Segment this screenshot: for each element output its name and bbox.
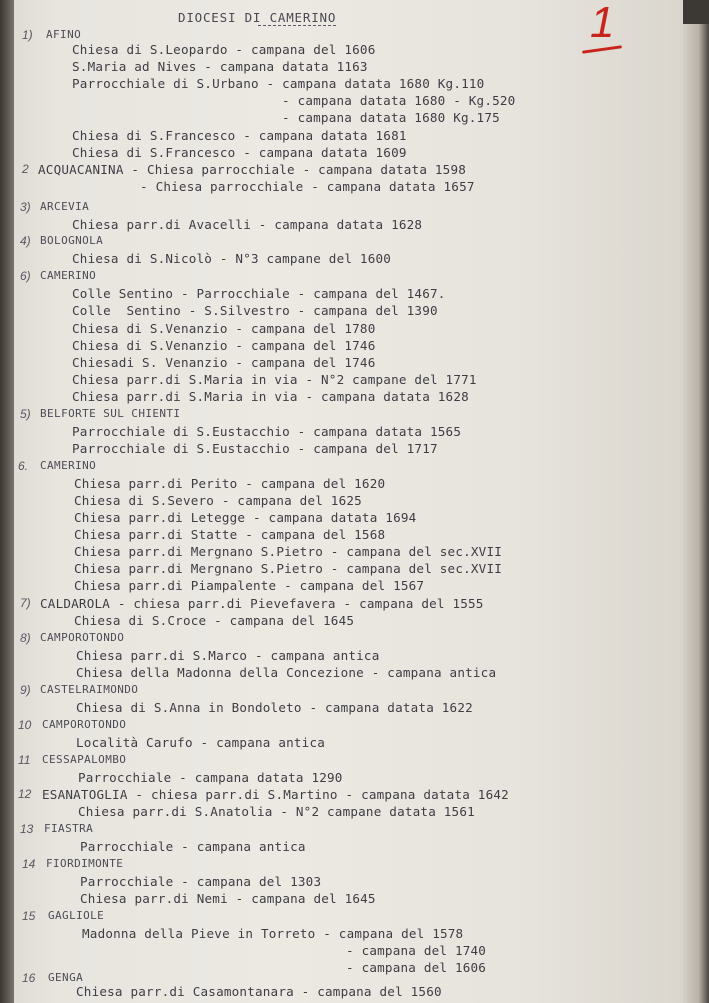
handwritten-section-number: 9) — [20, 683, 31, 697]
entry-line: Chiesa parr.di Perito - campana del 1620 — [74, 476, 386, 491]
background-corner — [683, 0, 709, 24]
handwritten-section-number: 3) — [20, 200, 31, 214]
entry-line: Chiesa parr.di S.Maria in via - N°2 campane del 1771 — [72, 372, 477, 387]
entry-line: Parrocchiale di S.Eustacchio - campana del 1717 — [72, 441, 438, 456]
entry-line: Colle Sentino - Parrocchiale - campana del 1467. — [72, 286, 446, 301]
entry-line: Chiesa parr.di Letegge - campana datata 1694 — [74, 510, 417, 525]
handwritten-section-number: 15 — [22, 909, 36, 923]
entry-line: Chiesa di S.Croce - campana del 1645 — [74, 613, 355, 628]
handwritten-section-number: 16 — [22, 971, 36, 985]
entry-line: Parrocchiale - campana antica — [80, 839, 306, 854]
entry-line: Chiesa parr.di S.Maria in via - campana datata 1628 — [72, 389, 469, 404]
handwritten-section-number: 1) — [22, 28, 33, 42]
entry-line: Chiesa parr.di Mergnano S.Pietro - campana del sec.XVII — [74, 561, 503, 576]
entry-line: Parrocchiale - campana del 1303 — [80, 874, 322, 889]
entry-line: CALDAROLA - chiesa parr.di Pievefavera - campana del 1555 — [40, 596, 484, 611]
entry-line: Parrocchiale di S.Eustacchio - campana datata 1565 — [72, 424, 462, 439]
section-heading: FIORDIMONTE — [46, 857, 124, 870]
section-heading: CASTELRAIMONDO — [40, 683, 139, 696]
entry-line: - Chiesa parrocchiale - campana datata 1657 — [140, 179, 475, 194]
entry-line: - campana del 1740 — [346, 943, 487, 958]
entry-line: Parrocchiale - campana datata 1290 — [78, 770, 343, 785]
entry-line: Chiesa di S.Venanzio - campana del 1746 — [72, 338, 376, 353]
section-heading: CAMERINO — [40, 269, 97, 282]
entry-line: Parrocchiale di S.Urbano - campana datata 1680 Kg.110 — [72, 76, 485, 91]
document-title: DIOCESI DI CAMERINO — [178, 10, 337, 25]
entry-line: Chiesa parr.di Piampalente - campana del 1567 — [74, 578, 425, 593]
dark-left-edge — [0, 0, 14, 1003]
section-heading: BELFORTE SUL CHIENTI — [40, 407, 181, 420]
handwritten-section-number: 5) — [20, 407, 31, 421]
paper-right-edge — [683, 0, 709, 1003]
entry-line: - campana datata 1680 Kg.175 — [282, 110, 500, 125]
handwritten-section-number: 7) — [20, 596, 31, 610]
handwritten-section-number: 8) — [20, 631, 31, 645]
section-heading: CESSAPALOMBO — [42, 753, 127, 766]
entry-line: Chiesa parr.di S.Marco - campana antica — [76, 648, 380, 663]
section-heading: BOLOGNOLA — [40, 234, 104, 247]
handwritten-section-number: 10 — [18, 718, 32, 732]
handwritten-section-number: 13 — [20, 822, 34, 836]
entry-line: Chiesa parr.di Nemi - campana del 1645 — [80, 891, 376, 906]
handwritten-section-number: 2 — [22, 162, 29, 176]
entry-line: S.Maria ad Nives - campana datata 1163 — [72, 59, 368, 74]
entry-line: Chiesa di S.Severo - campana del 1625 — [74, 493, 362, 508]
entry-line: Chiesa di S.Francesco - campana datata 1681 — [72, 128, 407, 143]
entry-line: Chiesa di S.Anna in Bondoleto - campana datata 1622 — [76, 700, 473, 715]
handwritten-section-number: 14 — [22, 857, 36, 871]
entry-line: Chiesa di S.Leopardo - campana del 1606 — [72, 42, 376, 57]
entry-line: Colle Sentino - S.Silvestro - campana del 1390 — [72, 303, 438, 318]
handwritten-section-number: 6) — [20, 269, 31, 283]
entry-line: Chiesa parr.di Casamontanara - campana del 1560 — [76, 984, 442, 999]
handwritten-section-number: 11 — [18, 753, 31, 767]
section-heading: CAMPOROTONDO — [40, 631, 125, 644]
entry-line: - campana datata 1680 - Kg.520 — [282, 93, 516, 108]
entry-line: Chiesa di S.Francesco - campana datata 1609 — [72, 145, 407, 160]
entry-line: Chiesa parr.di Avacelli - campana datata 1628 — [72, 217, 423, 232]
handwritten-page-number: 1 — [590, 0, 615, 47]
section-heading: CAMPOROTONDO — [42, 718, 127, 731]
handwritten-section-number: 4) — [20, 234, 31, 248]
title-underline — [258, 25, 336, 26]
section-heading: GAGLIOLE — [48, 909, 105, 922]
entry-line: Località Carufo - campana antica — [76, 735, 326, 750]
entry-line: Chiesa di S.Venanzio - campana del 1780 — [72, 321, 376, 336]
entry-line: Chiesadi S. Venanzio - campana del 1746 — [72, 355, 376, 370]
section-heading: ARCEVIA — [40, 200, 90, 213]
section-heading: GENGA — [48, 971, 84, 984]
handwritten-section-number: 6. — [18, 459, 29, 473]
entry-line: Chiesa di S.Nicolò - N°3 campane del 1600 — [72, 251, 392, 266]
handwritten-section-number: 12 — [18, 787, 32, 801]
entry-line: Chiesa parr.di S.Anatolia - N°2 campane datata 1561 — [78, 804, 475, 819]
entry-line: Chiesa della Madonna della Concezione - campana antica — [76, 665, 497, 680]
entry-line: Chiesa parr.di Statte - campana del 1568 — [74, 527, 386, 542]
entry-line: Chiesa parr.di Mergnano S.Pietro - campana del sec.XVII — [74, 544, 503, 559]
section-heading: CAMERINO — [40, 459, 97, 472]
section-heading: FIASTRA — [44, 822, 94, 835]
entry-line: Madonna della Pieve in Torreto - campana del 1578 — [82, 926, 464, 941]
entry-line: ACQUACANINA - Chiesa parrocchiale - campana datata 1598 — [38, 162, 467, 177]
section-heading: AFINO — [46, 28, 82, 41]
entry-line: - campana del 1606 — [346, 960, 487, 975]
entry-line: ESANATOGLIA - chiesa parr.di S.Martino - campana datata 1642 — [42, 787, 509, 802]
